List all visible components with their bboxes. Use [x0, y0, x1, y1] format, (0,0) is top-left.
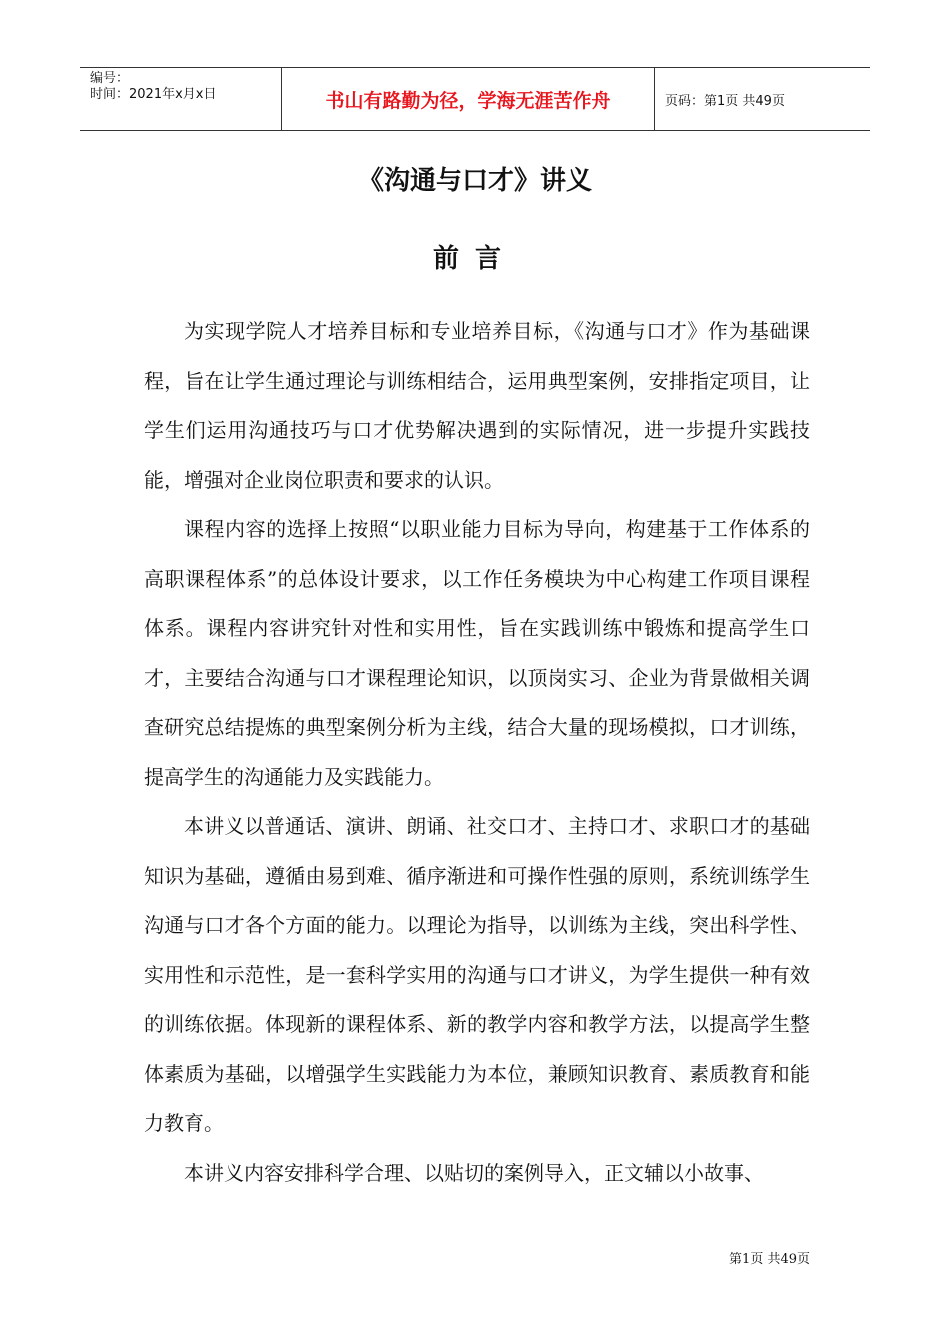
header-meta — [80, 68, 282, 130]
paragraph: 本讲义以普通话、演讲、朗诵、社交口才、主持口才、求职口才的基础知识为基础，遵循由易到难、循序渐进和可操作性强的原则，系统训练学生沟通与口才各个方面的能力。以理论为指导，以训练为主线，突出科学性、实用性和示范性，是一套科学实用的沟通与口才讲义，为学生提供一种有效的训练依据。体现新的课程体系、新的教学内容和教学方法，以提高学生整体素质为基础，以增强学生实践能力为本位，兼顾知识教育、素质教育和能力教育。 — [144, 814, 810, 1135]
document-title: 《沟通与口才》讲义 — [357, 166, 592, 196]
header-motto: 书山有路勤为径，学海无涯苦作舟 — [282, 68, 655, 130]
paragraph: 本讲义内容安排科学合理、以贴切的案例导入，正文辅以小故事、 — [184, 1160, 764, 1185]
paragraph: 为实现学院人才培养目标和专业培养目标，《沟通与口才》作为基础课程，旨在让学生通过理论与训练相结合，运用典型案例，安排指定项目，让学生们运用沟通技巧与口才优势解决遇到的实际情况，进一步提升实践技能，增强对企业岗位职责和要求的认识。 — [144, 319, 810, 492]
page-footer: 第1页 共49页 — [729, 1252, 810, 1267]
header-number-label: 编号： — [90, 71, 130, 86]
document-body — [144, 307, 810, 1198]
page-header — [80, 67, 870, 131]
header-page-info: 页码：第1页 共49页 — [665, 93, 785, 109]
paragraph: 课程内容的选择上按照“以职业能力目标为导向，构建基于工作体系的高职课程体系”的总体设计要求，以工作任务模块为中心构建工作项目课程体系。课程内容讲究针对性和实用性，旨在实践训练中锻炼和提高学生口才，主要结合沟通与口才课程理论知识，以顶岗实习、企业为背景做相关调查研究总结提炼的典型案例分析为主线，结合大量的现场模拟，口才训练，提高学生的沟通能力及实践能力。 — [144, 517, 810, 789]
section-title: 前言 — [432, 244, 517, 274]
header-time-label: 时间：2021年x月x日 — [90, 87, 217, 102]
